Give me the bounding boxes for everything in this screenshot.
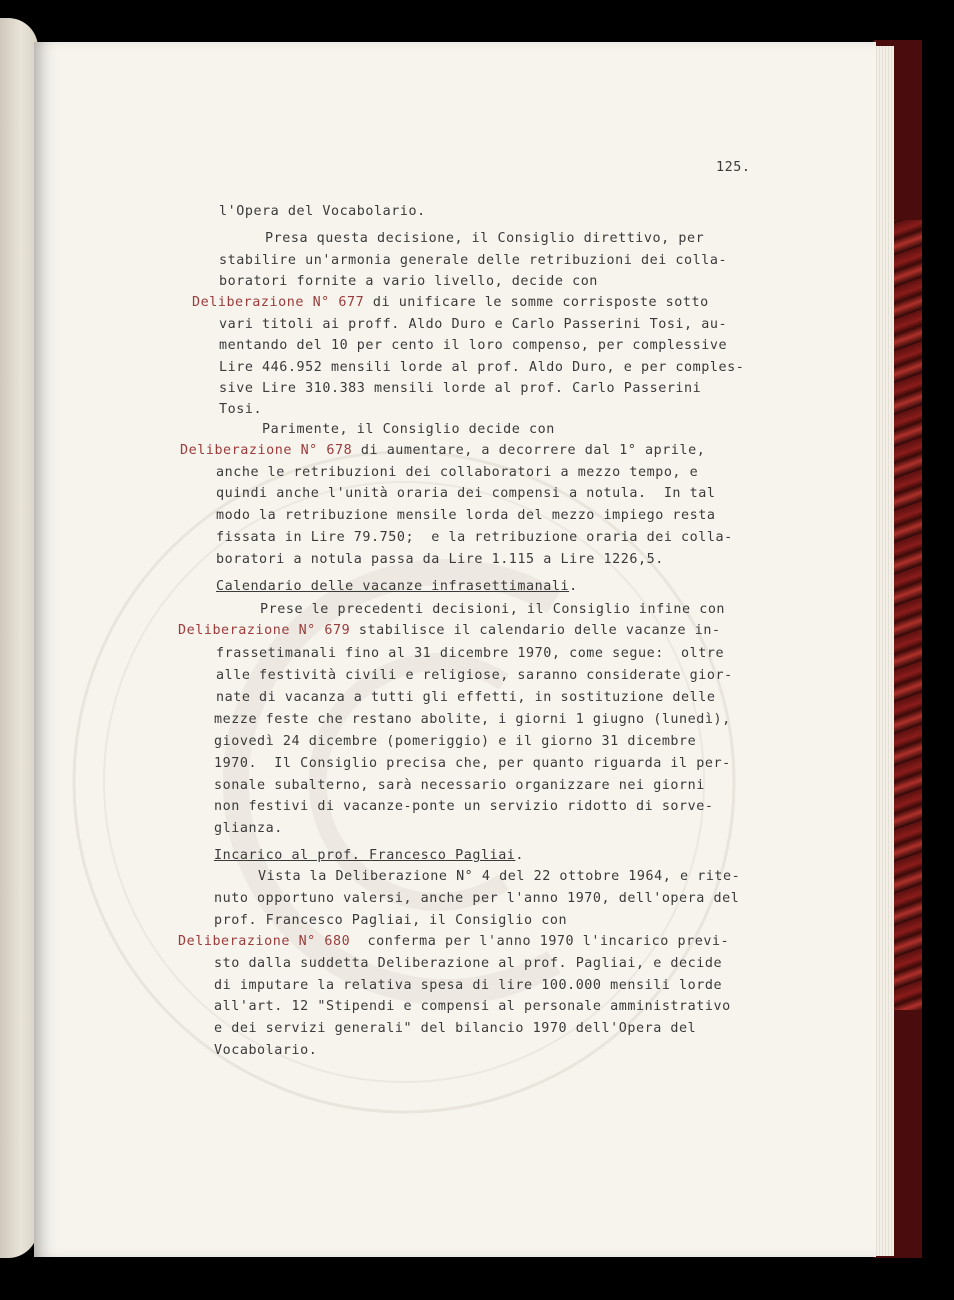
line-text: all'art. 12 "Stipendi e compensi al personale amministrativo — [214, 999, 731, 1014]
text-line — [216, 462, 698, 484]
text-line — [214, 709, 731, 731]
line-text: Presa questa decisione, il Consiglio direttivo, per — [265, 231, 705, 246]
text-line — [219, 201, 426, 223]
line-text: prof. Francesco Pagliai, il Consiglio con — [214, 913, 568, 928]
line-text: boratori fornite a vario livello, decide con — [219, 274, 598, 289]
text-line — [214, 996, 731, 1018]
text-line — [219, 378, 701, 400]
text-line — [214, 796, 714, 818]
line-text: quindi anche l'unità oraria dei compensi a notula. In tal — [216, 486, 716, 501]
line-text: . — [569, 579, 578, 594]
text-line — [214, 731, 696, 753]
left-page-edge — [0, 18, 38, 1258]
line-text: Tosi. — [219, 402, 263, 417]
deliberation-reference: Deliberazione N° 677 — [192, 295, 365, 310]
text-line — [214, 845, 524, 867]
line-text: nate di vacanza a tutti gli effetti, in sostituzione delle — [216, 690, 716, 705]
line-text: l'Opera del Vocabolario. — [219, 204, 426, 219]
text-line — [219, 335, 727, 357]
text-line — [214, 775, 705, 797]
line-text: Lire 446.952 mensili lorde al prof. Aldo Duro, e per comples- — [219, 360, 745, 375]
line-text: Parimente, il Consiglio decide con — [262, 422, 555, 437]
section-heading: Incarico al prof. Francesco Pagliai — [214, 848, 516, 863]
line-text: di unificare le somme corrisposte sotto — [364, 295, 709, 310]
line-text: sonale subalterno, sarà necessario organizzare nei giorni — [214, 778, 705, 793]
text-line — [214, 1040, 317, 1062]
text-line — [216, 687, 716, 709]
line-text: stabilire un'armonia generale delle retribuzioni dei colla- — [219, 253, 728, 268]
text-line — [214, 753, 731, 775]
text-line — [219, 271, 598, 293]
line-text: conferma per l'anno 1970 l'incarico previ- — [350, 934, 730, 949]
line-text: Vocabolario. — [214, 1043, 318, 1058]
text-line — [192, 292, 709, 314]
text-line — [214, 1018, 696, 1040]
text-line — [258, 866, 740, 888]
text-line — [216, 576, 578, 598]
text-line — [178, 931, 729, 953]
text-line — [216, 643, 724, 665]
text-line — [216, 549, 664, 571]
line-text: Vista la Deliberazione N° 4 del 22 ottobre 1964, e rite- — [258, 869, 741, 884]
text-line — [262, 419, 555, 441]
text-line — [219, 314, 727, 336]
text-line — [214, 888, 739, 910]
line-text: vari titoli ai proff. Aldo Duro e Carlo Passerini Tosi, au- — [219, 317, 728, 332]
line-text: mezze feste che restano abolite, i giorni 1 giugno (lunedì), — [214, 712, 731, 727]
line-text: mentando del 10 per cento il loro compenso, per complessive — [219, 338, 728, 353]
text-line — [216, 483, 716, 505]
text-line — [219, 357, 744, 379]
line-text: nuto opportuno valersi, anche per l'anno 1970, dell'opera del — [214, 891, 740, 906]
line-text: frassetimanali fino al 31 dicembre 1970, come segue: oltre — [216, 646, 725, 661]
section-heading: Calendario delle vacanze infrasettimanali — [216, 579, 570, 594]
text-line — [214, 818, 283, 840]
text-line — [214, 975, 722, 997]
line-text: 1970. Il Consiglio precisa che, per quanto riguarda il per- — [214, 756, 731, 771]
line-text: di aumentare, a decorrere dal 1° aprile, — [352, 443, 706, 458]
deliberation-reference: Deliberazione N° 680 — [178, 934, 351, 949]
line-text: giovedì 24 dicembre (pomeriggio) e il giorno 31 dicembre — [214, 734, 697, 749]
text-line — [219, 399, 262, 421]
line-text: sto dalla suddetta Deliberazione al prof. Pagliai, e decide — [214, 956, 723, 971]
text-line — [180, 440, 705, 462]
deliberation-reference: Deliberazione N° 679 — [178, 623, 351, 638]
line-text: sive Lire 310.383 mensili lorde al prof. Carlo Passerini — [219, 381, 702, 396]
line-text: non festivi di vacanze-ponte un servizio ridotto di sorve- — [214, 799, 714, 814]
line-text: glianza. — [214, 821, 283, 836]
text-line — [219, 250, 727, 272]
page-number: 125. — [716, 160, 751, 175]
line-text: anche le retribuzioni dei collaboratori a mezzo tempo, e — [216, 465, 699, 480]
line-text: . — [515, 848, 525, 863]
line-text: fissata in Lire 79.750; e la retribuzione oraria dei colla- — [216, 530, 733, 545]
text-line — [265, 228, 704, 250]
text-line — [260, 599, 725, 621]
line-text: e dei servizi generali" del bilancio 1970 dell'Opera del — [214, 1021, 697, 1036]
line-text: stabilisce il calendario delle vacanze in- — [350, 623, 721, 638]
line-text: di imputare la relativa spesa di lire 100.000 mensili lorde — [214, 978, 723, 993]
text-line — [214, 953, 722, 975]
text-line — [216, 665, 733, 687]
text-line — [216, 505, 716, 527]
deliberation-reference: Deliberazione N° 678 — [180, 443, 353, 458]
line-text: Prese le precedenti decisioni, il Consiglio infine con — [260, 602, 726, 617]
line-text: boratori a notula passa da Lire 1.115 a Lire 1226,5. — [216, 552, 664, 567]
line-text: alle festività civili e religiose, saranno considerate gior- — [216, 668, 733, 683]
text-line — [216, 527, 733, 549]
text-line — [178, 620, 721, 642]
line-text: modo la retribuzione mensile lorda del mezzo impiego resta — [216, 508, 716, 523]
text-line — [214, 910, 567, 932]
